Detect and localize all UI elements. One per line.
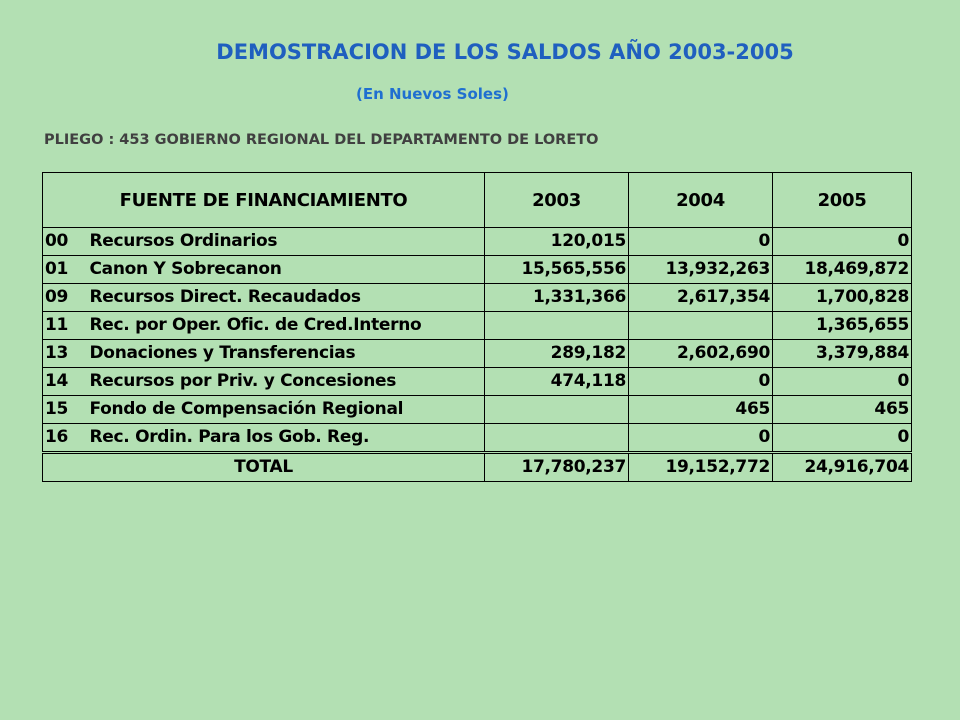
row-value-2005: 0 xyxy=(773,228,912,256)
row-value-2005: 18,469,872 xyxy=(773,256,912,284)
pliego-label: PLIEGO : 453 GOBIERNO REGIONAL DEL DEPARTAMENTO DE LORETO xyxy=(44,132,599,148)
table-row xyxy=(43,256,912,284)
total-value-2005: 24,916,704 xyxy=(773,453,912,482)
row-value-2004: 13,932,263 xyxy=(629,256,773,284)
row-code: 16 xyxy=(43,424,87,453)
financing-table xyxy=(42,172,912,482)
row-value-2004: 465 xyxy=(629,396,773,424)
row-value-2005: 3,379,884 xyxy=(773,340,912,368)
row-value-2003: 289,182 xyxy=(485,340,629,368)
row-name: Canon Y Sobrecanon xyxy=(87,256,485,284)
row-value-2004: 0 xyxy=(629,228,773,256)
row-name: Donaciones y Transferencias xyxy=(87,340,485,368)
row-code: 09 xyxy=(43,284,87,312)
row-value-2004: 0 xyxy=(629,368,773,396)
row-value-2003 xyxy=(485,396,629,424)
row-code: 13 xyxy=(43,340,87,368)
page-subtitle: (En Nuevos Soles) xyxy=(356,85,509,103)
row-value-2004 xyxy=(629,312,773,340)
table-row xyxy=(43,424,912,453)
total-label: TOTAL xyxy=(43,453,485,482)
row-value-2003: 120,015 xyxy=(485,228,629,256)
row-value-2003 xyxy=(485,424,629,453)
row-code: 11 xyxy=(43,312,87,340)
row-value-2003: 15,565,556 xyxy=(485,256,629,284)
row-name: Fondo de Compensación Regional xyxy=(87,396,485,424)
row-code: 14 xyxy=(43,368,87,396)
row-code: 15 xyxy=(43,396,87,424)
table-row xyxy=(43,340,912,368)
row-value-2005: 465 xyxy=(773,396,912,424)
row-value-2005: 1,700,828 xyxy=(773,284,912,312)
header-2004: 2004 xyxy=(629,173,773,228)
row-code: 00 xyxy=(43,228,87,256)
row-name: Rec. Ordin. Para los Gob. Reg. xyxy=(87,424,485,453)
header-fuente: FUENTE DE FINANCIAMIENTO xyxy=(43,173,485,228)
row-name: Recursos por Priv. y Concesiones xyxy=(87,368,485,396)
row-code: 01 xyxy=(43,256,87,284)
row-value-2003: 1,331,366 xyxy=(485,284,629,312)
table-row xyxy=(43,368,912,396)
row-value-2005: 1,365,655 xyxy=(773,312,912,340)
row-value-2004: 2,617,354 xyxy=(629,284,773,312)
table-header-row xyxy=(43,173,912,228)
header-2003: 2003 xyxy=(485,173,629,228)
row-value-2005: 0 xyxy=(773,368,912,396)
table-row xyxy=(43,228,912,256)
row-value-2005: 0 xyxy=(773,424,912,453)
row-value-2004: 0 xyxy=(629,424,773,453)
row-value-2003 xyxy=(485,312,629,340)
row-name: Recursos Ordinarios xyxy=(87,228,485,256)
page-title: DEMOSTRACION DE LOS SALDOS AÑO 2003-2005 xyxy=(216,40,794,64)
total-value-2003: 17,780,237 xyxy=(485,453,629,482)
table-row xyxy=(43,396,912,424)
row-value-2003: 474,118 xyxy=(485,368,629,396)
table-row xyxy=(43,284,912,312)
table-row xyxy=(43,312,912,340)
row-name: Rec. por Oper. Ofic. de Cred.Interno xyxy=(87,312,485,340)
row-name: Recursos Direct. Recaudados xyxy=(87,284,485,312)
row-value-2004: 2,602,690 xyxy=(629,340,773,368)
header-2005: 2005 xyxy=(773,173,912,228)
total-row xyxy=(43,453,912,482)
total-value-2004: 19,152,772 xyxy=(629,453,773,482)
